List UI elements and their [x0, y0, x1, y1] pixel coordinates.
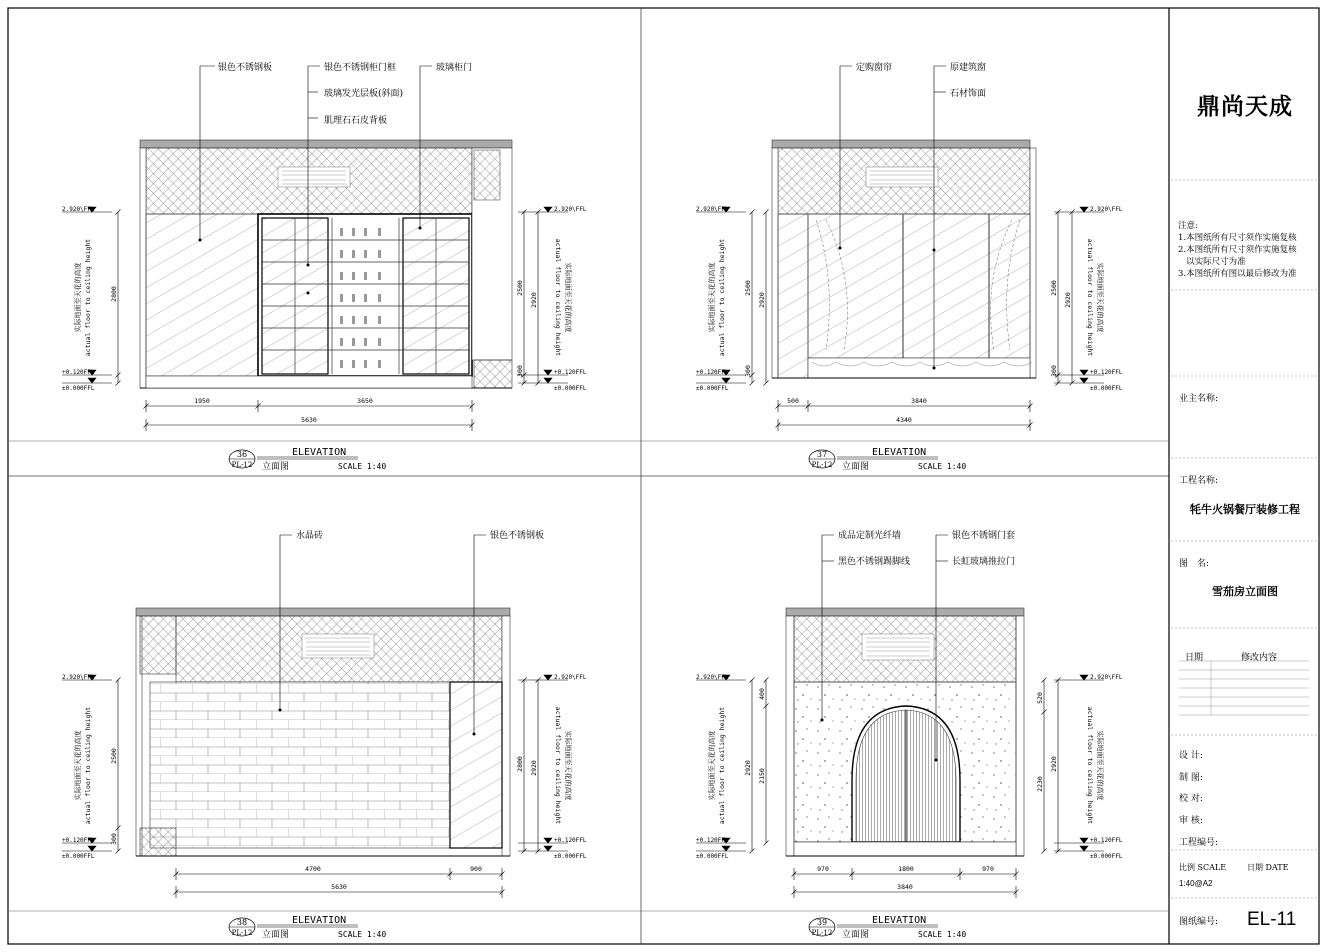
note-line-2: 2.本图纸所有尺寸须作实施复核: [1178, 245, 1297, 255]
elevation-ref: PL-12: [231, 929, 253, 937]
leader-label: 银色不锈钢柜门框: [324, 63, 397, 73]
level-label: ±0.000FFL: [696, 853, 729, 860]
date-label: 日期 DATE: [1247, 863, 1289, 872]
dimension-value: 970: [982, 865, 994, 873]
note-line-4: 3.本图纸所有图以最后修改为准: [1178, 269, 1297, 279]
height-note: 实际地面至天花的高度: [1096, 262, 1104, 333]
dimension-value: 1800: [898, 865, 914, 873]
dimension-value: 3840: [911, 397, 927, 405]
revision-date-label: 日期: [1185, 653, 1204, 663]
height-note: actual floor to ceiling height: [84, 706, 92, 825]
elevation-scale: SCALE 1:40: [338, 462, 387, 471]
draw-label: 制 图:: [1179, 773, 1203, 783]
dimension-value: 2500: [1050, 280, 1058, 296]
leader-label: 银色不锈钢板: [218, 63, 273, 73]
level-label: +0.120FFL: [696, 837, 729, 844]
dimension-value: 4340: [896, 416, 912, 424]
leader-label: 成品定制光纤墙: [838, 531, 902, 541]
dimension-value: 300: [1050, 365, 1058, 377]
project-no-label: 工程编号:: [1179, 838, 1219, 848]
company-name: 鼎尚天成: [1197, 93, 1293, 120]
note-line-1: 1.本图纸所有尺寸须作实施复核: [1178, 233, 1297, 243]
level-label: ±0.000FFL: [554, 853, 587, 860]
scale-label: 比例 SCALE: [1179, 863, 1227, 872]
dimension-value: 2920: [758, 292, 766, 308]
dimension-value: 300: [744, 365, 752, 377]
leader-label: 长虹玻璃推拉门: [952, 557, 1016, 567]
height-note: actual floor to ceiling height: [718, 706, 726, 825]
dimension-value: 2920: [1064, 292, 1072, 308]
height-note: 实际地面至天花的高度: [1096, 730, 1104, 801]
dimension-value: 5630: [331, 883, 347, 891]
level-label: ±0.000FFL: [1090, 853, 1123, 860]
project-name: 牦牛火锅餐厅装修工程: [1190, 503, 1300, 516]
level-label: 2.920\FFL: [62, 674, 95, 681]
level-label: 2.920\FFL: [1090, 674, 1123, 681]
dimension-value: 4700: [305, 865, 321, 873]
leader-label: 原建筑窗: [950, 63, 987, 73]
title-block: [1171, 8, 1319, 944]
elevation-ref: PL-12: [811, 461, 833, 469]
elevation-36: [140, 66, 512, 388]
height-note: actual floor to ceiling height: [1086, 238, 1094, 357]
level-label: +0.120FFL: [1090, 837, 1123, 844]
dimension-value: 2920: [744, 760, 752, 776]
level-label: ±0.000FFL: [62, 385, 95, 392]
dimension-value: 970: [817, 865, 829, 873]
leader-label: 银色不锈钢板: [490, 531, 545, 541]
dimension-value: 2500: [744, 280, 752, 296]
dimension-value: 2800: [110, 286, 118, 302]
dimension-value: 2920: [530, 292, 538, 308]
leader-label: 玻璃柜门: [436, 63, 473, 73]
review-label: 审 核:: [1179, 816, 1203, 826]
leader-label: 石材饰面: [950, 89, 987, 99]
level-label: 2.920\FFL: [1090, 206, 1123, 213]
level-label: ±0.000FFL: [62, 853, 95, 860]
leader-label: 黑色不锈钢踢脚线: [838, 557, 911, 567]
notes: [1178, 220, 1297, 280]
elevation-scale: SCALE 1:40: [918, 930, 967, 939]
notes-title: 注意:: [1178, 221, 1198, 231]
level-label: +0.120FFL: [696, 369, 729, 376]
elevation-scale: SCALE 1:40: [918, 462, 967, 471]
sheet-number: EL-11: [1247, 909, 1297, 930]
dimension-value: 2920: [1050, 756, 1058, 772]
height-note: 实际地面至天花的高度: [708, 730, 716, 801]
elevation-39: [786, 535, 1024, 856]
dimension-value: 2500: [516, 280, 524, 296]
level-label: +0.120FFL: [554, 837, 587, 844]
dimension-value: 300: [516, 365, 524, 377]
elevation-number: 39: [816, 918, 828, 927]
height-note: actual floor to ceiling height: [1086, 706, 1094, 825]
dimension-value: 3840: [897, 883, 913, 891]
elevation-title: ELEVATION: [872, 447, 927, 458]
height-note: actual floor to ceiling height: [554, 238, 562, 357]
dimension-value: 3650: [357, 397, 373, 405]
height-note: 实际地面至天花的高度: [708, 262, 716, 333]
elevation-subtitle: 立面图: [842, 462, 870, 472]
leader-label: 银色不锈钢门套: [952, 531, 1016, 541]
dimension-value: 2920: [530, 760, 538, 776]
elevation-ref: PL-12: [231, 461, 253, 469]
project-label: 工程名称:: [1179, 476, 1219, 486]
elevation-title: ELEVATION: [292, 447, 347, 458]
elevation-number: 36: [236, 450, 248, 459]
elevation-title: ELEVATION: [872, 915, 927, 926]
sheet-label: 图纸编号:: [1179, 917, 1219, 927]
height-note: 实际地面至天花的高度: [74, 730, 82, 801]
elevation-number: 37: [816, 450, 828, 459]
design-label: 设 计:: [1179, 751, 1203, 761]
dimension-value: 2230: [1036, 776, 1044, 792]
elevation-38: [136, 535, 510, 856]
leader-label: 定购窗帘: [856, 63, 893, 73]
elevation-number: 38: [236, 918, 248, 927]
level-label: ±0.000FFL: [554, 385, 587, 392]
elevation-37: [772, 66, 1036, 378]
dimension-value: 5630: [301, 416, 317, 424]
height-note: 实际地面至天花的高度: [564, 262, 572, 333]
level-label: 2.920\FFL: [62, 206, 95, 213]
elevation-subtitle: 立面图: [842, 930, 870, 940]
scale-value: 1:40@A2: [1179, 879, 1213, 888]
revision-content-label: 修改内容: [1241, 653, 1278, 663]
level-label: +0.120FFL: [1090, 369, 1123, 376]
level-label: +0.120FFL: [62, 369, 95, 376]
check-label: 校 对:: [1179, 794, 1203, 804]
level-label: +0.120FFL: [62, 837, 95, 844]
level-label: 2.920\FFL: [554, 674, 587, 681]
note-line-3: 以实际尺寸为准: [1178, 257, 1246, 267]
drawing-name: 雪茄房立面图: [1212, 585, 1278, 598]
level-label: 2.920\FFL: [696, 206, 729, 213]
level-label: 2.920\FFL: [696, 674, 729, 681]
dimension-value: 900: [470, 865, 482, 873]
leader-label: 水晶砖: [296, 531, 324, 541]
dimension-value: 400: [758, 688, 766, 700]
dimension-value: 1950: [194, 397, 210, 405]
elevation-title: ELEVATION: [292, 915, 347, 926]
drawing-label: 图 名:: [1179, 559, 1210, 569]
elevation-subtitle: 立面图: [262, 930, 290, 940]
leader-label: 玻璃发光层板(斜面): [324, 89, 404, 99]
elevation-subtitle: 立面图: [262, 462, 290, 472]
leader-label: 肌理石石皮背板: [324, 116, 388, 126]
level-label: ±0.000FFL: [696, 385, 729, 392]
height-note: 实际地面至天花的高度: [74, 262, 82, 333]
level-label: 2.920\FFL: [554, 206, 587, 213]
height-note: actual floor to ceiling height: [718, 238, 726, 357]
dimension-value: 300: [110, 833, 118, 845]
height-note: actual floor to ceiling height: [84, 238, 92, 357]
height-note: actual floor to ceiling height: [554, 706, 562, 825]
elevation-ref: PL-12: [811, 929, 833, 937]
dimension-value: 500: [787, 397, 799, 405]
level-label: ±0.000FFL: [1090, 385, 1123, 392]
height-note: 实际地面至天花的高度: [564, 730, 572, 801]
level-label: +0.120FFL: [554, 369, 587, 376]
owner-label: 业主名称:: [1179, 394, 1219, 404]
dimension-value: 2150: [758, 768, 766, 784]
dimension-value: 520: [1036, 692, 1044, 704]
elevation-scale: SCALE 1:40: [338, 930, 387, 939]
dimension-value: 2500: [110, 748, 118, 764]
dimension-value: 2800: [516, 756, 524, 772]
